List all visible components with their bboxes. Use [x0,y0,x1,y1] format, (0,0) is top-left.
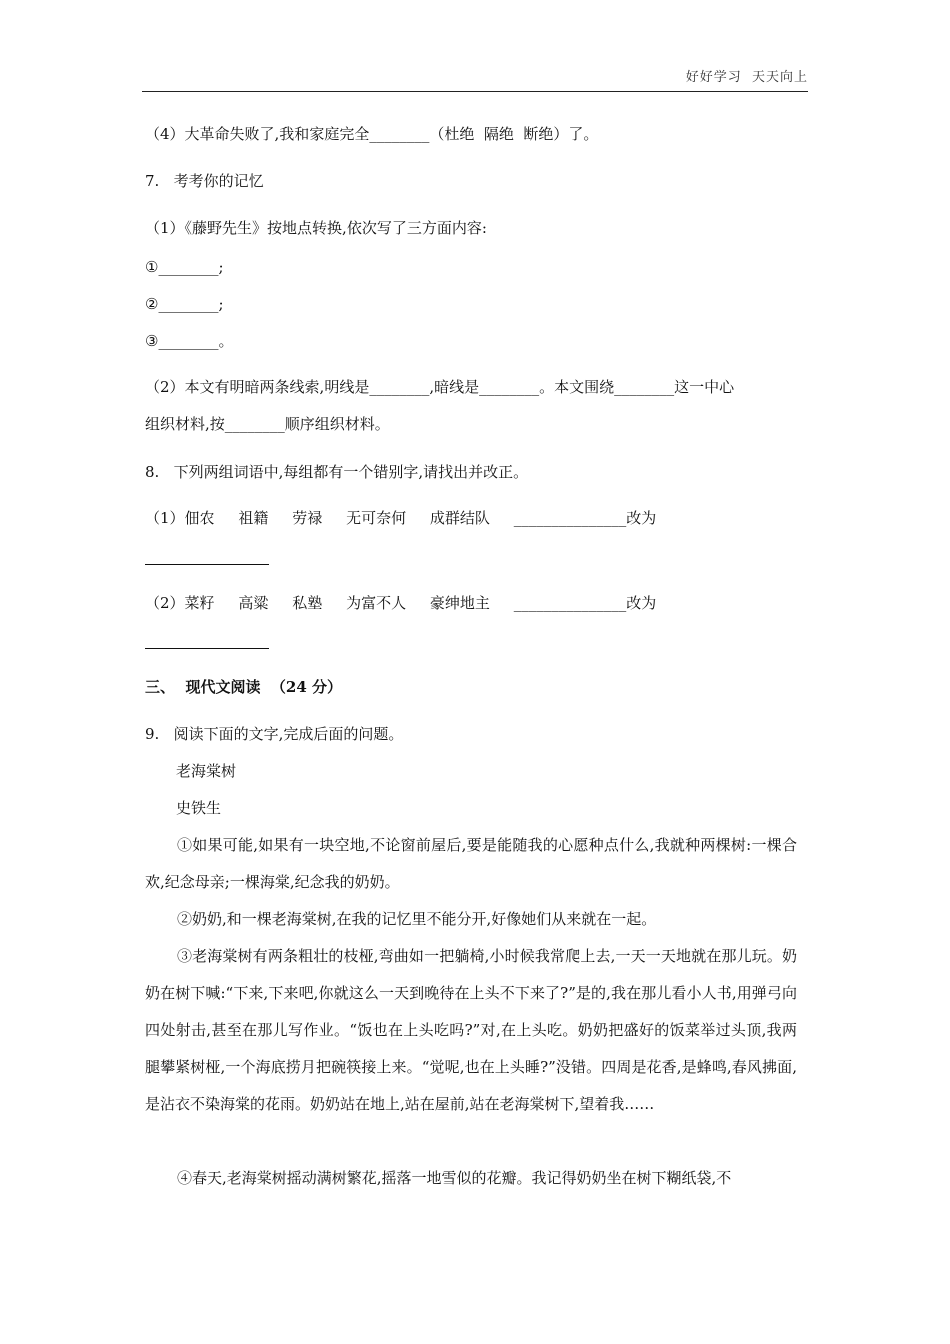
question-7-1-blank-b: ②________; [145,295,224,313]
article-paragraph-4: ④春天,老海棠树摇动满树繁花,摇落一地雪似的花瓣。我记得奶奶坐在树下糊纸袋,不 [177,1169,732,1187]
question-8-title: 8. 下列两组词语中,每组都有一个错别字,请找出并改正。 [145,463,529,481]
article-paragraph-2: ②奶奶,和一棵老海棠树,在我的记忆里不能分开,好像她们从来就在一起。 [177,910,657,928]
section-3-heading: 三、 现代文阅读 （24 分） [145,678,342,696]
article-paragraph-1: ①如果可能,如果有一块空地,不论窗前屋后,要是能随我的心愿种点什么,我就种两棵树:一棵合欢,纪念母亲;一棵海棠,纪念我的奶奶。 [145,836,797,891]
question-8-2: （2）菜籽 高粱 私塾 为富不人 豪绅地主 _______________改为 [145,594,657,612]
question-7-1-blank-c: ③________。 [145,332,234,350]
article-title: 老海棠树 [176,762,237,780]
question-9-title: 9. 阅读下面的文字,完成后面的问题。 [145,725,404,743]
question-8-1: （1）佃农 祖籍 劳禄 无可奈何 成群结队 _______________改为 [145,509,657,527]
question-6-4: （4）大革命失败了,我和家庭完全________（杜绝 隔绝 断绝）了。 [145,125,599,143]
page-header-text: 好好学习 天天向上 [685,70,808,85]
header-divider [142,91,808,92]
article-paragraph-3: ③老海棠树有两条粗壮的枝桠,弯曲如一把躺椅,小时候我常爬上去,一天一天地就在那儿玩。奶奶在树下喊:“下来,下来吧,你就这么一天到晚待在上头不下来了?”是的,我在那儿看小人书,用弹弓向四处射击,甚至在那儿写作业。“饭也在上头吃吗?”对,在上头吃。奶奶把盛好的饭菜举过头顶,我两腿攀紧树桠,一个海底捞月把碗筷接上来。“觉呢,也在上头睡?”没错。四周是花香,是蜂鸣,春风拂面,是沾衣不染海棠的花雨。奶奶站在地上,站在屋前,站在老海棠树下,望着我…… [145,947,797,1113]
question-7-2-line-1: （2）本文有明暗两条线索,明线是________,暗线是________。本文围绕________这一中心 [145,378,735,396]
answer-blank-line [145,564,269,565]
answer-blank-line [145,648,269,649]
question-7-title: 7. 考考你的记忆 [145,172,264,190]
question-7-1-blank-a: ①________; [145,258,224,276]
question-7-1: （1）《藤野先生》按地点转换,依次写了三方面内容: [145,219,487,237]
article-author: 史铁生 [176,799,222,817]
question-7-2-line-2: 组织材料,按________顺序组织材料。 [145,415,390,433]
